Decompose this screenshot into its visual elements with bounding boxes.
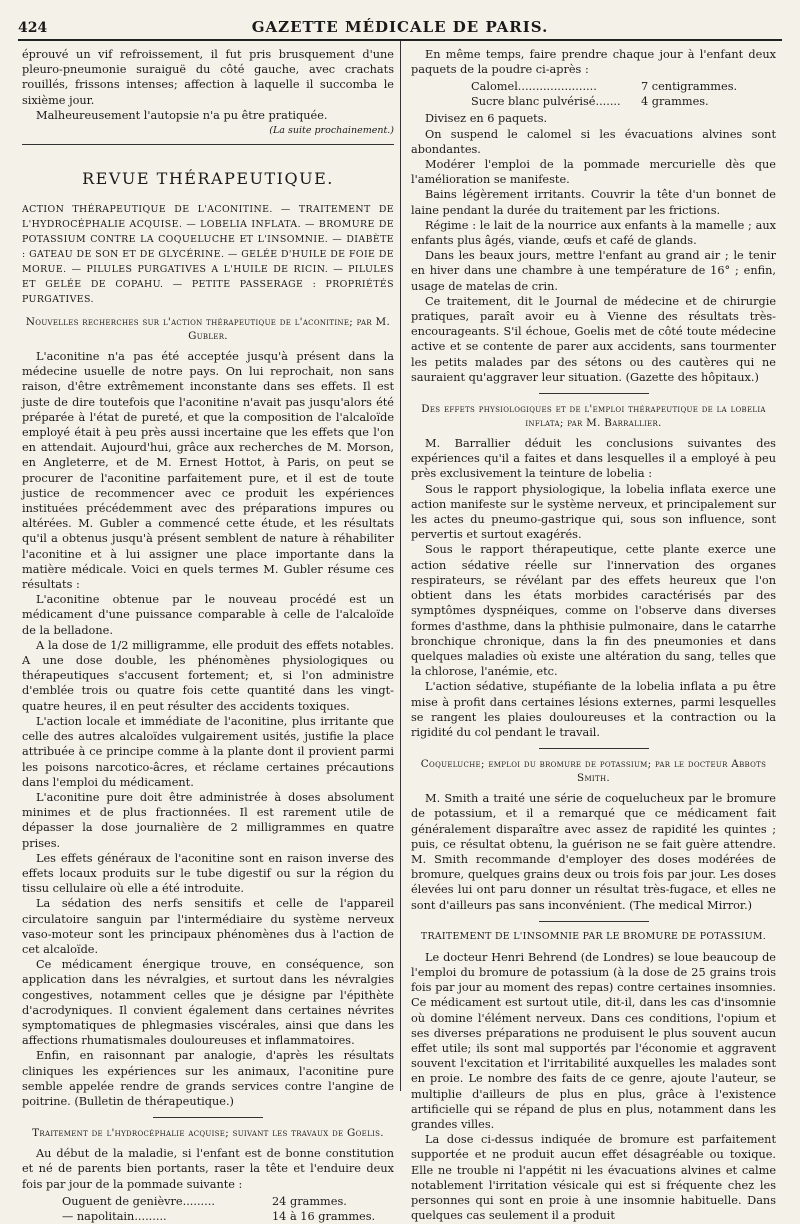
insomnie-paragraph: Le docteur Henri Behrend (de Londres) se loue beaucoup de l'emploi du bromure de potassium (à la dose de 25 grains trois fois par jour au moment des repas) contre certaines insomnies. Ce médicament est surtout utile, dit-il, dans les cas d'insomnie où domine l'élément nerveux. Dans ces conditions, l'opium et ses diverses préparations ne produisent le plus souvent aucun effet utile; ils sont mal supportés par l'économie et aggravent souvent l'excitation et l'irritabilité auxquelles les malades sont en proie. Le nombre des faits de ce genre, ajoute l'auteur, se multiplie d'ailleurs de plus en plus, grâce à l'existence artificielle qui se répand de plus en plus, notamment dans les grandes villes. (411, 950, 776, 1131)
revue-summary: ACTION THÉRAPEUTIQUE DE L'ACONITINE. — TRAITEMENT DE L'HYDROCÉPHALIE ACQUISE. — LOBELIA INFLATA. — BROMURE DE POTASSIUM CONTRE LA COQUELUCHE ET L'INSOMNIE. — DIABÈTE : GATEAU DE SON ET DE GLYCÉRINE. — GELÉE D'HUILE DE FOIE DE MORUE. — PILULES PURGATIVES A L'HUILE DE RICIN. — PILULES ET GELÉE DE COPAHU. — PETITE PASSERAGE : PROPRIÉTÉS PURGATIVES. (22, 204, 394, 306)
formula-row (62, 1194, 394, 1209)
continuation-text-2: Malheureusement l'autopsie n'a pu être pratiquée. (36, 108, 328, 122)
divisez-note: Divisez en 6 paquets. (425, 112, 548, 126)
formula-row (471, 79, 776, 94)
revue-title: REVUE THÉRAPEUTIQUE. (82, 169, 334, 189)
intro-paragraph: En même temps, faire prendre chaque jour à l'enfant deux paquets de la poudre ci-après : (411, 48, 776, 77)
formula-poudre (471, 79, 776, 109)
short-divider (539, 748, 649, 749)
aconitine-paragraph: Ce médicament énergique trouve, en conséquence, son application dans les névralgies, et surtout dans les névralgies congestives, notamment celles que je désigne par l'épithète d'acrodyniques. Il convient également dans certaines névrites symptomatiques de phlegmasies viscérales, ainsi que dans les affections rhumatismales douloureuses et inflammatoires. (22, 958, 394, 1048)
lobelia-paragraph: M. Barrallier déduit les conclusions suivantes des expériences qu'il a faites et dans lesquelles il a employé à peu près exclusivement la teinture de lobelia : (411, 437, 776, 481)
treatment-paragraph: Modérer l'emploi de la pommade mercurielle dès que l'amélioration se manifeste. (411, 158, 776, 187)
short-divider (539, 393, 649, 394)
section-divider (22, 144, 394, 145)
ingredient-name: Sucre blanc pulvérisé....... (471, 95, 621, 109)
insomnie-paragraph: La dose ci-dessus indiquée de bromure est parfaitement supportée et ne produit aucun effet désagréable ou toxique. Elle ne trouble ni l'appétit ni les évacuations alvines et calme notablement l'irritation vésicale qui est si fréquente chez les personnes qui sont en proie à une insomnie habituelle. Dans quelques cas seulement il a produit (411, 1133, 776, 1223)
suite-note: (La suite prochainement.) (269, 125, 394, 137)
formula-row (471, 94, 776, 109)
article-title-aconitine: Nouvelles recherches sur l'action thérapeutique de l'aconitine; par M. Gubler. (25, 316, 391, 343)
aconitine-paragraph: L'aconitine obtenue par le nouveau procédé est un médicament d'une puissance comparable à celle de l'alcaloïde de la belladone. (22, 593, 394, 637)
short-divider (539, 921, 649, 922)
ingredient-qty: 7 centigrammes. (641, 80, 738, 94)
left-column (18, 41, 400, 1223)
page-number: 424 (18, 20, 48, 36)
treatment-paragraph: Dans les beaux jours, mettre l'enfant au grand air ; le tenir en hiver dans une chambre à une température de 16° ; enfin, usage de matelas de crin. (411, 249, 776, 293)
ingredient-name: Ouguent de genièvre......... (62, 1194, 215, 1208)
treatment-paragraph: Régime : le lait de la nourrice aux enfants à la mamelle ; aux enfants plus âgés, viande, œufs et café de glands. (411, 218, 776, 248)
ingredient-qty: 4 grammes. (641, 95, 709, 109)
hydrocephalie-paragraph: Au début de la maladie, si l'enfant est de bonne constitution et né de parents bien portants, raser la tête et l'enduire deux fois par jour de la pommade suivante : (22, 1147, 394, 1191)
ingredient-qty: 24 grammes. (272, 1194, 347, 1208)
aconitine-paragraph: L'action locale et immédiate de l'aconitine, plus irritante que celle des autres alcaloïdes vulgairement usités, justifie la place attribuée à ce principe comme à la plante dont il provient parmi les poisons narcotico-âcres, et réclame certaines précautions dans l'emploi du médicament. (22, 714, 394, 789)
article-title-hydrocephalie: Traitement de l'hydrocéphalie acquise; suivant les travaux de Goelis. (32, 1127, 384, 1140)
aconitine-paragraph: Enfin, en raisonnant par analogie, d'après les résultats cliniques les expériences sur les animaux, l'aconitine pure semble appelée rendre de grands services contre l'angine de poitrine. (Bulletin de thérapeutique.) (22, 1049, 394, 1108)
lobelia-paragraph: Sous le rapport physiologique, la lobelia inflata exerce une action manifeste sur le système nerveux, et principalement sur les actes du pneumo-gastrique qui, sous son influence, sont pervertis et surtout exagérés. (411, 482, 776, 542)
ingredient-name: — napolitain......... (62, 1209, 167, 1223)
ingredient-name: Calomel...................... (471, 80, 597, 94)
article-title-coqueluche: Coqueluche; emploi du bromure de potassium; par le docteur Abbots Smith. (420, 758, 767, 785)
aconitine-paragraph: A la dose de 1/2 milligramme, elle produit des effets notables. A une dose double, les phénomènes physiologiques ou thérapeutiques s'accusent fortement; et, si l'on administre d'emblée trois ou quatre fois cette quantité dans les vingt-quatre heures, il en peut résulter des accidents toxiques. (22, 638, 394, 713)
aconitine-paragraph: Les effets généraux de l'aconitine sont en raison inverse des effets locaux produits sur le tube digestif ou sur la région du tissu cellulaire où elle a été introduite. (22, 851, 394, 896)
aconitine-paragraph: La sédation des nerfs sensitifs et celle de l'appareil circulatoire sanguin par l'intermédiaire du système nerveux vaso-moteur sont les principaux phénomènes dus à l'action de cet alcaloïde. (22, 897, 394, 956)
continuation-text: éprouvé un vif refroissement, il fut pris brusquement d'une pleuro-pneumonie suraiguë du côté gauche, avec crachats rouillés, frissons intenses; affection à laquelle il succomba le sixième jour. (22, 48, 394, 107)
right-column (400, 41, 782, 1223)
lobelia-paragraph: L'action sédative, stupéfiante de la lobelia inflata a pu être mise à profit dans certaines lésions externes, parmi lesquelles se rangent les plaies douloureuses et la contraction ou la rigidité du col pendant le travail. (411, 680, 776, 739)
article-title-insomnie: TRAITEMENT DE L'INSOMNIE PAR LE BROMURE DE POTASSIUM. (420, 930, 767, 942)
short-divider (153, 1117, 263, 1118)
treatment-paragraph: Bains légèrement irritants. Couvrir la tête d'un bonnet de laine pendant la durée du traitement par les frictions. (411, 188, 776, 217)
ingredient-qty: 14 à 16 grammes. (272, 1209, 376, 1223)
treatment-paragraph: On suspend le calomel si les évacuations alvines sont abondantes. (411, 127, 776, 156)
coqueluche-paragraph: M. Smith a traité une série de coquelucheux par le bromure de potassium, et il a remarqué que ce médicament fait généralement disparaître avec assez de rapidité les quintes ; puis, ce résultat obtenu, la guérison ne se fait guère attendre. M. Smith recommande d'employer des doses modérées de bromure, quelques grains deux ou trois fois par jour. Les doses élevées lui ont paru donner un résultat très-fugace, et elles ne sont d'ailleurs pas sans inconvénient. (The medical Mirror.) (411, 792, 776, 912)
formula-row (62, 1209, 394, 1224)
formula-pommade (62, 1194, 394, 1224)
columns (18, 41, 782, 1223)
treatment-paragraph: Ce traitement, dit le Journal de médecine et de chirurgie pratiques, paraît avoir eu à Vienne des résultats très-encourageants. S'il échoue, Goelis met de côté toute médecine active et se contente de parer aux accidents, sans tourmenter les petits malades par des sétons ou des cautères qui ne sauraient qu'aggraver leur situation. (Gazette des hôpitaux.) (411, 294, 776, 384)
page-header (18, 14, 782, 41)
aconitine-paragraph: L'aconitine n'a pas été acceptée jusqu'à présent dans la médecine usuelle de notre pays. On lui reprochait, non sans raison, d'être extrêmement inconstante dans ses effets. Il est juste de dire toutefois que l'aconitine n'avait pas jusqu'alors été préparée à l'état de pureté, et que la composition de l'alcaloïde employé était à peu près aussi incertaine que les effets que l'on en attendait. Aujourd'hui, grâce aux recherches de M. Morson, en Angleterre, et de M. Ernest Hottot, à Paris, on peut se procurer de l'aconitine parfaitement pure, et il est de toute justice de recommencer avec ce produit les expériences instituées précédemment avec des préparations impures ou altérées. M. Gubler a commencé cette étude, et les résultats qu'il a obtenus jusqu'à présent semblent de nature à réhabiliter l'aconitine et à lui assigner une place importante dans la matière médicale. Voici en quels termes M. Gubler résume ces résultats : (22, 350, 394, 592)
article-title-lobelia: Des effets physiologiques et de l'emploi thérapeutique de la lobelia inflata; par M. Barrallier. (421, 403, 766, 430)
journal-title: GAZETTE MÉDICALE DE PARIS. (251, 18, 549, 36)
lobelia-paragraph: Sous le rapport thérapeutique, cette plante exerce une action sédative réelle sur l'innervation des organes respirateurs, se révélant par des effets heureux que l'on obtient dans les états morbides caractérisés par des symptômes dyspnéiques, comme on l'observe dans diverses formes d'asthme, dans la phthisie pulmonaire, dans le catarrhe bronchique chronique, dans la fin des pneumonies et dans quelques maladies où existe une altération du sang, telles que la chlorose, l'anémie, etc. (411, 543, 776, 679)
aconitine-paragraph: L'aconitine pure doit être administrée à doses absolument minimes et de plus fractionnées. Il est rarement utile de dépasser la dose journalière de 2 milligrammes en quatre prises. (22, 790, 394, 850)
